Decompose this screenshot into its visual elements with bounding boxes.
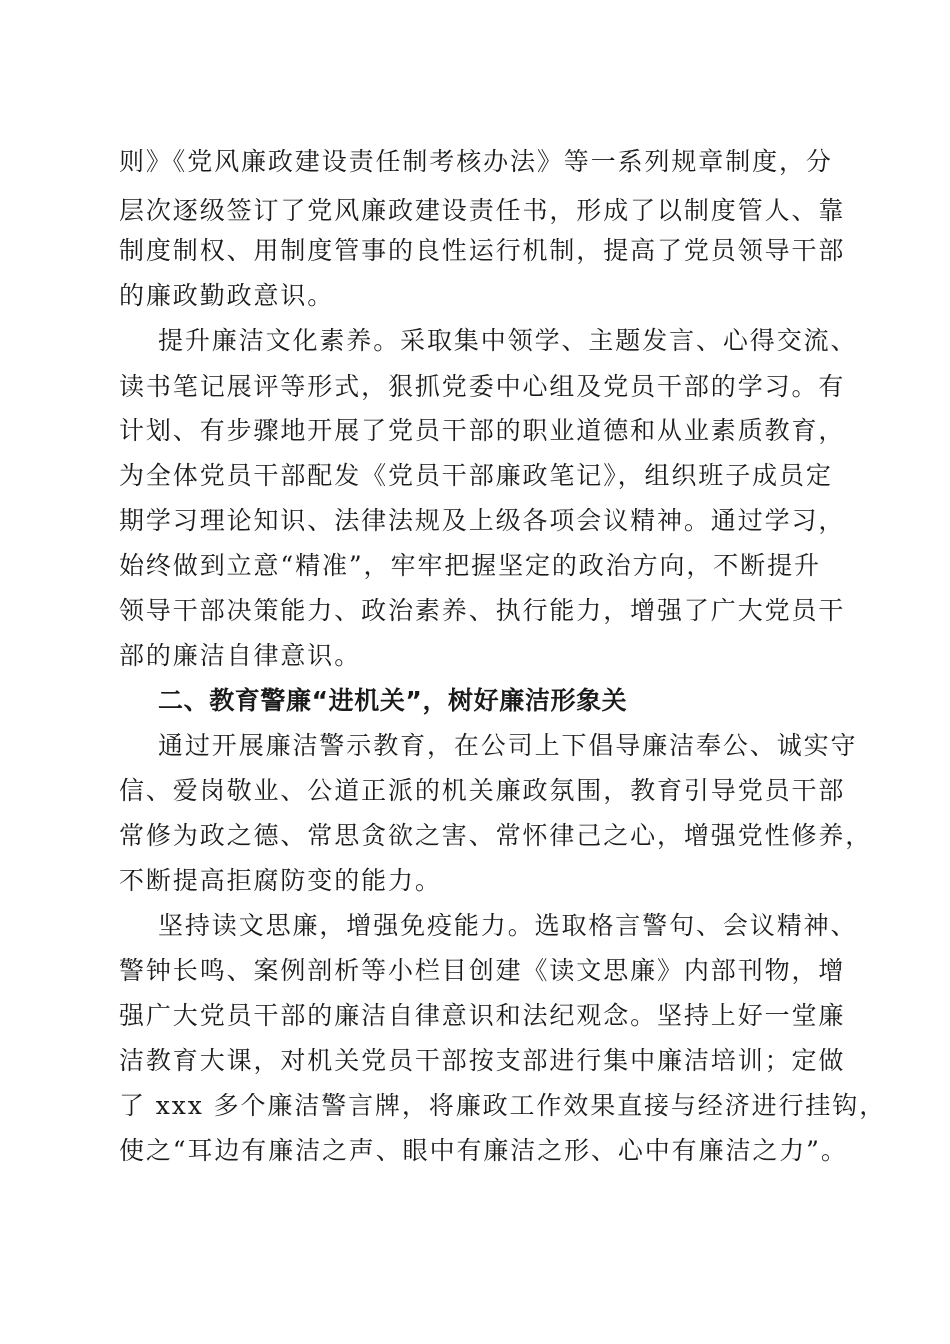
paragraph-2-line-6: 始终做到立意“精准”，牢牢把握坚定的政治方向，不断提升	[119, 551, 821, 580]
paragraph-2-line-5: 期学习理论知识、法律法规及上级各项会议精神。通过学习，	[119, 506, 846, 535]
paragraph-2-line-4: 为全体党员干部配发《党员干部廉政笔记》，组织班子成员定	[119, 461, 833, 490]
paragraph-2-line-2: 读书笔记展评等形式，狠抓党委中心组及党员干部的学习。有	[119, 372, 846, 401]
paragraph-2-line-3: 计划、有步骤地开展了党员干部的职业道德和从业素质教育，	[119, 416, 846, 445]
paragraph-4-line-1: 坚持读文思廉，增强免疫能力。选取格言警句、会议精神、	[158, 911, 858, 940]
paragraph-1-line-1: 则》《党风廉政建设责任制考核办法》等一系列规章制度，分	[119, 147, 833, 176]
paragraph-4-line-4: 洁教育大课，对机关党员干部按支部进行集中廉洁培训；定做	[119, 1046, 846, 1075]
paragraph-3-line-1: 通过开展廉洁警示教育，在公司上下倡导廉洁奉公、诚实守	[158, 731, 858, 760]
paragraph-2-line-7: 领导干部决策能力、政治素养、执行能力，增强了广大党员干	[119, 596, 846, 625]
paragraph-2-line-8: 部的廉洁自律意识。	[119, 641, 362, 670]
paragraph-3-line-2: 信、爱岗敬业、公道正派的机关廉政氛围，教育引导党员干部	[119, 776, 846, 805]
paragraph-4-line-5: 了 xxx 多个廉洁警言牌，将廉政工作效果直接与经济进行挂钩，	[119, 1091, 887, 1120]
section-heading: 二、教育警廉“进机关”，树好廉洁形象关	[158, 686, 628, 715]
paragraph-4-line-6: 使之“耳边有廉洁之声、眼中有廉洁之形、心中有廉洁之力”。	[119, 1136, 848, 1165]
paragraph-4-line-2: 警钟长鸣、案例剖析等小栏目创建《读文思廉》内部刊物，增	[119, 956, 846, 985]
paragraph-1-line-2: 层次逐级签订了党风廉政建设责任书，形成了以制度管人、靠	[119, 196, 846, 225]
paragraph-1-line-3: 制度制权、用制度管事的良性运行机制，提高了党员领导干部	[119, 236, 846, 265]
paragraph-2-line-1: 提升廉洁文化素养。采取集中领学、主题发言、心得交流、	[158, 326, 858, 355]
paragraph-3-line-3: 常修为政之德、常思贪欲之害、常怀律己之心，增强党性修养，	[119, 821, 873, 850]
paragraph-3-line-4: 不断提高拒腐防变的能力。	[119, 866, 442, 895]
paragraph-1-line-4: 的廉政勤政意识。	[119, 281, 335, 310]
paragraph-4-line-3: 强广大党员干部的廉洁自律意识和法纪观念。坚持上好一堂廉	[119, 1001, 846, 1030]
